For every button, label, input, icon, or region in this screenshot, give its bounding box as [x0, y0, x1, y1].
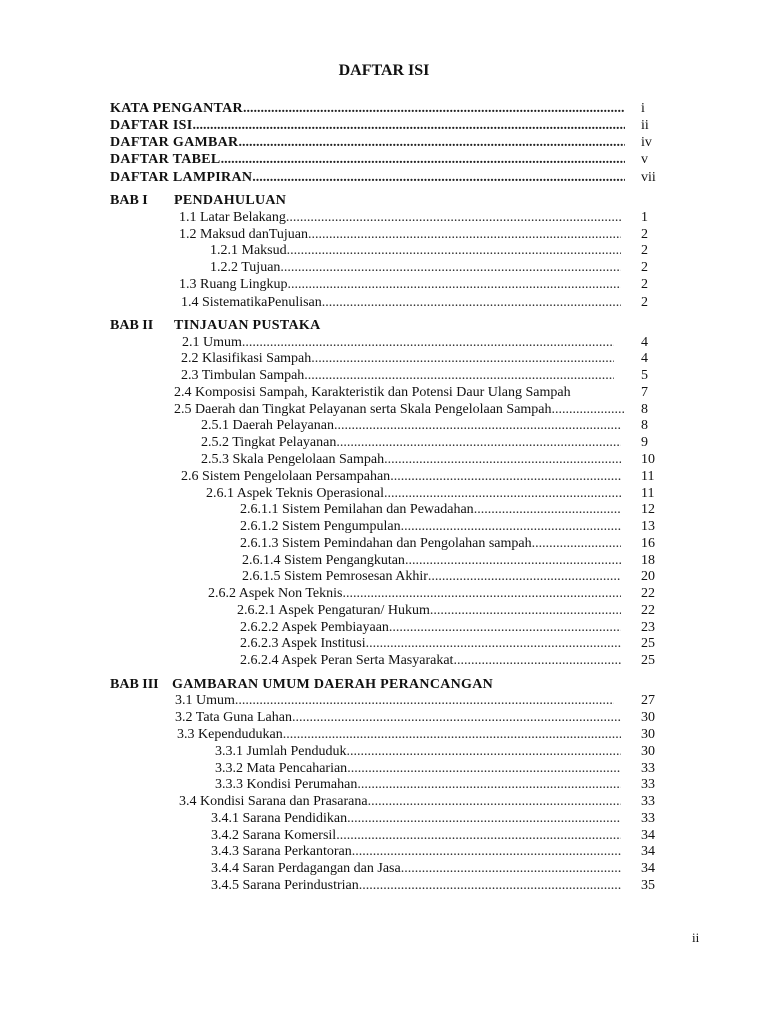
toc-label: 2.6 Sistem Pengelolaan Persampahan — [181, 469, 391, 484]
chapter-title: PENDAHULUAN — [174, 193, 287, 208]
toc-page-number: 33 — [641, 777, 655, 792]
chapter-heading[interactable] — [0, 317, 768, 334]
toc-row[interactable] — [0, 334, 768, 351]
toc-row[interactable] — [0, 276, 768, 293]
toc-row[interactable] — [0, 585, 768, 602]
dot-leader — [287, 242, 621, 259]
toc-label: 2.6.1.3 Sistem Pemindahan dan Pengolahan sampah — [240, 536, 532, 551]
toc-page-number: 4 — [641, 351, 648, 366]
toc-label: 3.1 Umum — [175, 693, 235, 708]
dot-leader — [401, 518, 621, 535]
toc-label: 3.2 Tata Guna Lahan — [175, 710, 292, 725]
dot-leader — [453, 652, 621, 669]
toc-page-number: v — [641, 152, 648, 167]
toc-row[interactable] — [0, 151, 768, 168]
toc-page-number: 22 — [641, 586, 655, 601]
toc-row[interactable] — [0, 401, 768, 418]
chapter-title: TINJAUAN PUSTAKA — [174, 318, 321, 333]
toc-page-number: 25 — [641, 653, 655, 668]
dot-leader — [292, 709, 621, 726]
dot-leader — [243, 100, 625, 117]
toc-page-number: 2 — [641, 295, 648, 310]
toc-row[interactable] — [0, 100, 768, 117]
toc-page-number: 11 — [641, 486, 655, 501]
dot-leader — [346, 743, 621, 760]
toc-row[interactable] — [0, 367, 768, 384]
chapter-number: BAB I — [110, 193, 148, 208]
dot-leader — [366, 635, 621, 652]
toc-page-number: 34 — [641, 828, 655, 843]
toc-label: 2.6.1 Aspek Teknis Operasional — [206, 486, 385, 501]
toc-label: 2.6.2 Aspek Non Teknis — [208, 586, 343, 601]
toc-row[interactable] — [0, 843, 768, 860]
toc-label: 2.6.2.2 Aspek Pembiayaan — [240, 620, 389, 635]
toc-label: 2.5.1 Daerah Pelayanan — [201, 418, 334, 433]
dot-leader — [430, 602, 621, 619]
toc-row[interactable] — [0, 501, 768, 518]
toc-label: 2.6.1.5 Sistem Pemrosesan Akhir — [242, 569, 428, 584]
toc-label: 2.6.2.4 Aspek Peran Serta Masyarakat — [240, 653, 454, 668]
dot-leader — [221, 151, 625, 168]
toc-page-number: 35 — [641, 878, 655, 893]
toc-label: 2.1 Umum — [182, 335, 242, 350]
toc-row[interactable] — [0, 134, 768, 151]
toc-row[interactable] — [0, 434, 768, 451]
toc-label: 2.5.2 Tingkat Pelayanan — [201, 435, 337, 450]
toc-page-number: 34 — [641, 844, 655, 859]
toc-page-number: 23 — [641, 620, 655, 635]
dot-leader — [428, 568, 621, 585]
toc-row[interactable] — [0, 468, 768, 485]
dot-leader — [311, 350, 614, 367]
toc-label: KATA PENGANTAR — [110, 101, 243, 116]
toc-row[interactable] — [0, 709, 768, 726]
dot-leader — [352, 843, 621, 860]
dot-leader — [405, 552, 621, 569]
toc-row[interactable] — [0, 793, 768, 810]
dot-leader — [359, 877, 621, 894]
toc-label: 2.4 Komposisi Sampah, Karakteristik dan Potensi Daur Ulang Sampah — [174, 385, 571, 400]
toc-label: 3.4.5 Sarana Perindustrian — [211, 878, 359, 893]
toc-label: 2.5 Daerah dan Tingkat Pelayanan serta Skala Pengelolaan Sampah — [174, 402, 552, 417]
dot-leader — [242, 334, 614, 351]
dot-leader — [288, 276, 622, 293]
toc-label: DAFTAR LAMPIRAN — [110, 170, 253, 185]
toc-page-number: 12 — [641, 502, 655, 517]
toc-label: 2.6.1.1 Sistem Pemilahan dan Pewadahan — [240, 502, 474, 517]
toc-row[interactable] — [0, 877, 768, 894]
toc-page-number: ii — [641, 118, 649, 133]
toc-row[interactable] — [0, 726, 768, 743]
toc-label: 3.4.3 Sarana Perkantoran — [211, 844, 352, 859]
toc-page-number: 34 — [641, 861, 655, 876]
dot-leader — [384, 451, 621, 468]
toc-page-number: 9 — [641, 435, 648, 450]
toc-row[interactable] — [0, 552, 768, 569]
toc-label: 1.3 Ruang Lingkup — [179, 277, 288, 292]
toc-label: 3.3 Kependudukan — [177, 727, 283, 742]
toc-row[interactable] — [0, 242, 768, 259]
chapter-number: BAB II — [110, 318, 154, 333]
dot-leader — [347, 760, 621, 777]
toc-page-number: 13 — [641, 519, 655, 534]
toc-row[interactable] — [0, 635, 768, 652]
toc-page-number: 2 — [641, 227, 648, 242]
toc-label: 3.4.2 Sarana Komersil — [211, 828, 337, 843]
toc-page-number: 30 — [641, 744, 655, 759]
toc-page-number: 33 — [641, 761, 655, 776]
dot-leader — [280, 259, 621, 276]
toc-row[interactable] — [0, 827, 768, 844]
toc-page-number: 18 — [641, 553, 655, 568]
toc-label: 1.2.2 Tujuan — [210, 260, 281, 275]
toc-row[interactable] — [0, 860, 768, 877]
toc-label: 2.6.2.3 Aspek Institusi — [240, 636, 366, 651]
toc-label: 1.1 Latar Belakang — [179, 210, 286, 225]
toc-row[interactable] — [0, 417, 768, 434]
toc-page-number: 5 — [641, 368, 648, 383]
toc-row[interactable] — [0, 776, 768, 793]
toc-label: 1.4 SistematikaPenulisan — [181, 295, 322, 310]
toc-page-number: 33 — [641, 794, 655, 809]
toc-row[interactable] — [0, 743, 768, 760]
toc-page-number: 30 — [641, 710, 655, 725]
dot-leader — [390, 468, 621, 485]
toc-label: 2.6.2.1 Aspek Pengaturan/ Hukum — [237, 603, 430, 618]
dot-leader — [368, 793, 621, 810]
toc-label: 3.3.2 Mata Pencaharian — [215, 761, 348, 776]
toc-page-number: 30 — [641, 727, 655, 742]
dot-leader — [389, 619, 621, 636]
toc-row[interactable] — [0, 384, 768, 401]
chapter-title: GAMBARAN UMUM DAERAH PERANCANGAN — [172, 677, 494, 692]
toc-row[interactable] — [0, 209, 768, 226]
chapter-heading[interactable] — [0, 676, 768, 693]
toc-label: 3.3.3 Kondisi Perumahan — [215, 777, 358, 792]
toc-row[interactable] — [0, 602, 768, 619]
toc-row[interactable] — [0, 652, 768, 669]
dot-leader — [401, 860, 621, 877]
toc-page-number: 22 — [641, 603, 655, 618]
toc-label: 3.4.1 Sarana Pendidikan — [211, 811, 348, 826]
toc-page-number: 20 — [641, 569, 655, 584]
toc-label: 2.2 Klasifikasi Sampah — [181, 351, 312, 366]
dot-leader — [286, 209, 621, 226]
dot-leader — [336, 434, 621, 451]
toc-label: 3.3.1 Jumlah Penduduk — [215, 744, 347, 759]
toc-label: 2.6.1.4 Sistem Pengangkutan — [242, 553, 405, 568]
toc-label: 2.6.1.2 Sistem Pengumpulan — [240, 519, 401, 534]
toc-page-number: 27 — [641, 693, 655, 708]
dot-leader — [552, 401, 624, 418]
toc-page-number: 4 — [641, 335, 648, 350]
dot-leader — [252, 169, 625, 186]
toc-page-number: 7 — [641, 385, 648, 400]
toc-row[interactable] — [0, 810, 768, 827]
toc-row[interactable] — [0, 760, 768, 777]
dot-leader — [283, 726, 621, 743]
footer-page-number: ii — [692, 930, 700, 945]
toc-page-number: vii — [641, 170, 656, 185]
toc-label: 2.5.3 Skala Pengelolaan Sampah — [201, 452, 385, 467]
toc-page-number: iv — [641, 135, 652, 150]
dot-leader — [235, 692, 614, 709]
toc-row[interactable] — [0, 619, 768, 636]
dot-leader — [304, 367, 614, 384]
toc-row[interactable] — [0, 259, 768, 276]
toc-row[interactable] — [0, 535, 768, 552]
toc-page-number: 16 — [641, 536, 655, 551]
chapter-number: BAB III — [110, 677, 159, 692]
toc-row[interactable] — [0, 692, 768, 709]
dot-leader — [238, 134, 625, 151]
toc-row[interactable] — [0, 226, 768, 243]
dot-leader — [334, 417, 621, 434]
dot-leader — [336, 827, 621, 844]
toc-row[interactable] — [0, 117, 768, 134]
chapter-heading[interactable] — [0, 192, 768, 209]
toc-row[interactable] — [0, 169, 768, 186]
dot-leader — [347, 810, 621, 827]
toc-row[interactable] — [0, 485, 768, 502]
toc-row[interactable] — [0, 518, 768, 535]
toc-row[interactable] — [0, 451, 768, 468]
toc-label: DAFTAR ISI — [110, 118, 193, 133]
dot-leader — [357, 776, 621, 793]
toc-page-number: 8 — [641, 418, 648, 433]
dot-leader — [532, 535, 621, 552]
toc-row[interactable] — [0, 294, 768, 311]
toc-label: 3.4 Kondisi Sarana dan Prasarana — [179, 794, 368, 809]
toc-page-number: 10 — [641, 452, 655, 467]
page-title: DAFTAR ISI — [338, 62, 430, 79]
toc-page-number: i — [641, 101, 645, 116]
dot-leader — [308, 226, 621, 243]
toc-label: DAFTAR GAMBAR — [110, 135, 239, 150]
toc-page-number: 8 — [641, 402, 648, 417]
dot-leader — [192, 117, 625, 134]
toc-label: DAFTAR TABEL — [110, 152, 221, 167]
toc-page-number: 1 — [641, 210, 648, 225]
toc-page-number: 2 — [641, 243, 648, 258]
toc-row[interactable] — [0, 350, 768, 367]
toc-page-number: 25 — [641, 636, 655, 651]
toc-label: 2.3 Timbulan Sampah — [181, 368, 305, 383]
toc-label: 1.2.1 Maksud — [210, 243, 287, 258]
dot-leader — [474, 501, 621, 518]
toc-page-number: 2 — [641, 260, 648, 275]
toc-label: 1.2 Maksud danTujuan — [179, 227, 308, 242]
toc-page-number: 2 — [641, 277, 648, 292]
toc-row[interactable] — [0, 568, 768, 585]
toc-page-number: 33 — [641, 811, 655, 826]
dot-leader — [342, 585, 621, 602]
dot-leader — [384, 485, 621, 502]
toc-label: 3.4.4 Saran Perdagangan dan Jasa — [211, 861, 401, 876]
toc-page-number: 11 — [641, 469, 655, 484]
dot-leader — [322, 294, 621, 311]
